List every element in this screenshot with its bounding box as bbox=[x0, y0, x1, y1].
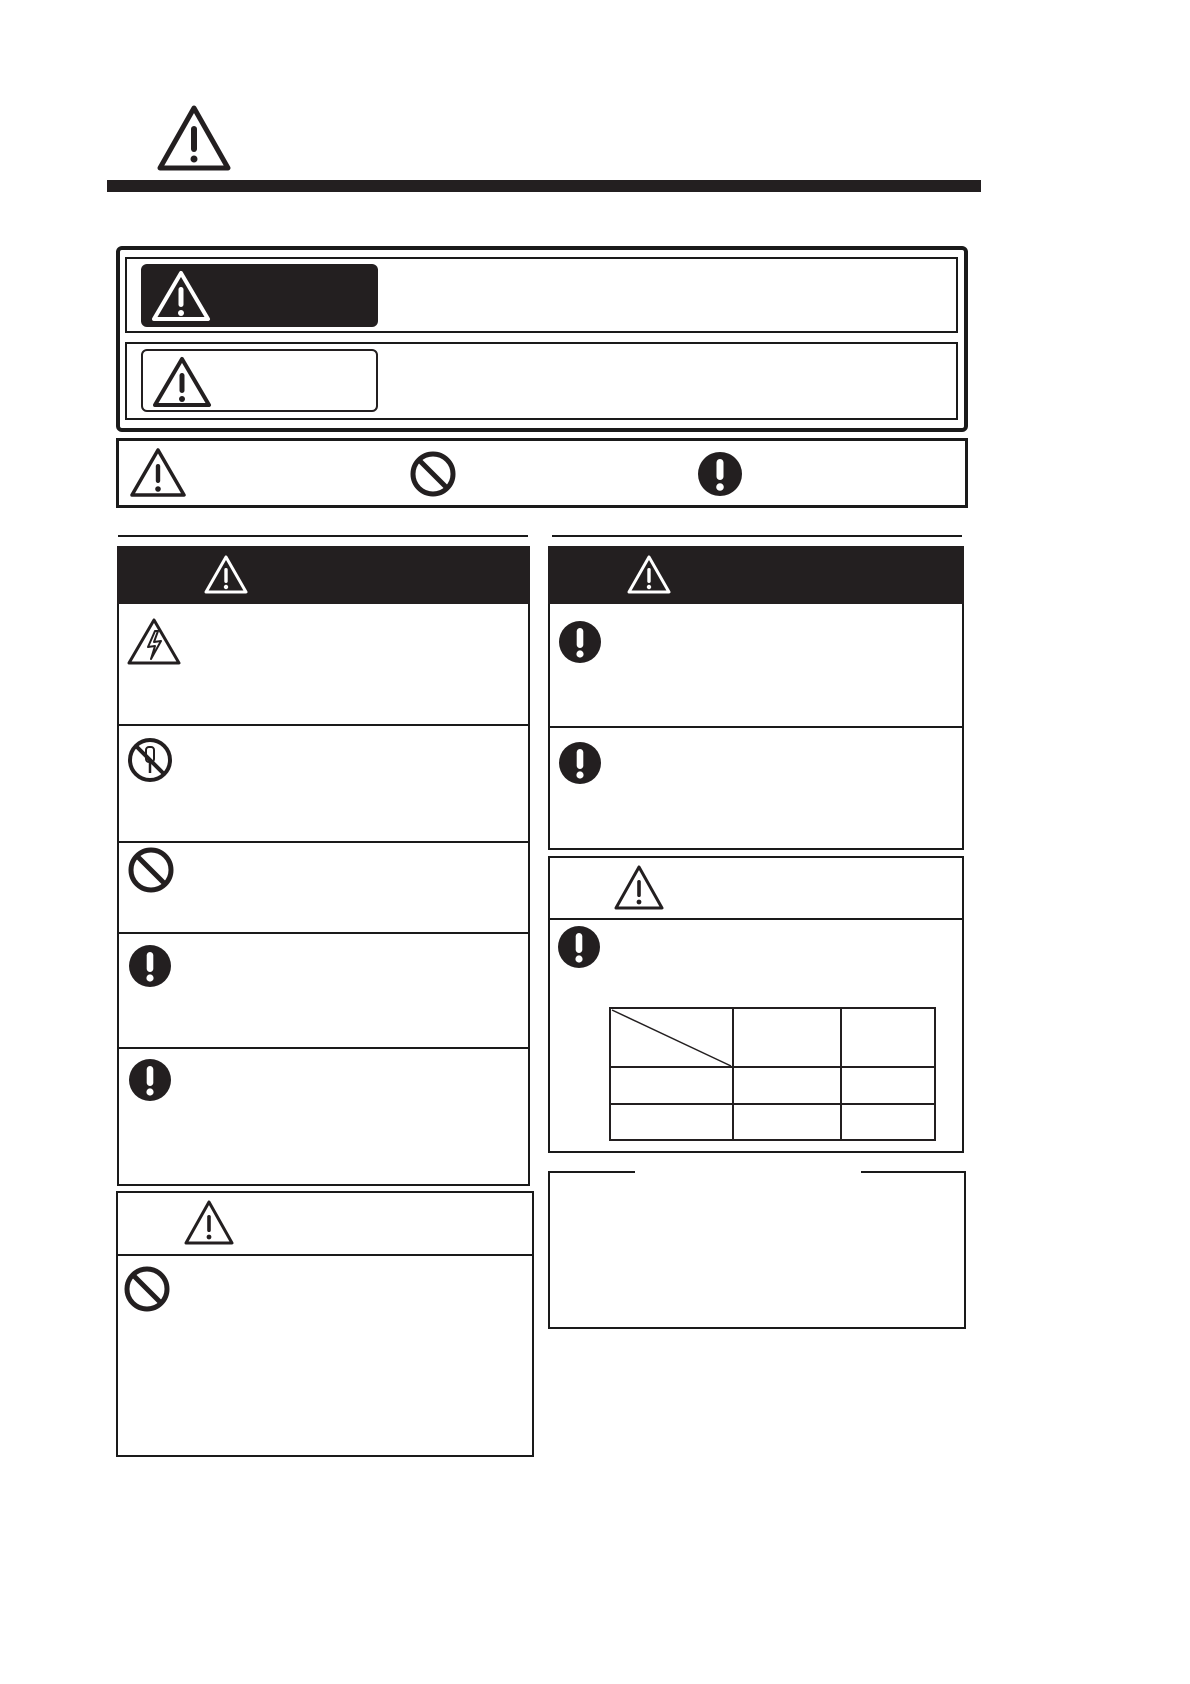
title-warning-icon bbox=[157, 104, 231, 172]
notice-box-top-right bbox=[861, 1171, 966, 1173]
legend-mandatory-icon bbox=[696, 450, 744, 498]
left-column-rule bbox=[118, 535, 528, 537]
signal-danger-label bbox=[141, 264, 378, 327]
right-warning-sep-1 bbox=[548, 726, 964, 728]
symbol-legend-box bbox=[116, 438, 968, 508]
prohibition-circle-icon bbox=[123, 1265, 171, 1313]
mandatory-action-icon bbox=[127, 1057, 173, 1103]
signal-danger-icon bbox=[150, 269, 212, 323]
title-rule bbox=[107, 180, 981, 192]
left-caution-panel bbox=[116, 1191, 534, 1457]
right-caution-header-icon bbox=[613, 864, 665, 912]
right-caution-header-sep bbox=[548, 918, 964, 920]
left-warning-sep-2 bbox=[117, 841, 530, 843]
notice-box bbox=[548, 1171, 966, 1329]
left-warning-header-icon bbox=[203, 554, 249, 596]
left-caution-header-sep bbox=[116, 1254, 534, 1256]
left-warning-sep-3 bbox=[117, 932, 530, 934]
signal-caution-icon bbox=[151, 355, 213, 409]
left-caution-header-icon bbox=[183, 1199, 235, 1247]
notice-box-top-left bbox=[548, 1171, 635, 1173]
distance-table bbox=[609, 1007, 936, 1141]
right-column-rule bbox=[552, 535, 962, 537]
electric-shock-icon bbox=[126, 617, 182, 667]
right-warning-header bbox=[548, 546, 964, 604]
mandatory-action-icon bbox=[127, 943, 173, 989]
no-disassembly-icon bbox=[127, 737, 173, 783]
left-warning-sep-1 bbox=[117, 724, 530, 726]
left-warning-header bbox=[117, 546, 530, 604]
mandatory-action-icon bbox=[557, 740, 603, 786]
right-warning-header-icon bbox=[626, 554, 672, 596]
mandatory-action-icon bbox=[556, 924, 602, 970]
left-warning-sep-4 bbox=[117, 1047, 530, 1049]
legend-warning-icon bbox=[129, 447, 187, 499]
signal-caution-label bbox=[141, 349, 378, 412]
legend-prohibition-icon bbox=[409, 450, 457, 498]
prohibition-circle-icon bbox=[127, 846, 175, 894]
mandatory-action-icon bbox=[557, 619, 603, 665]
